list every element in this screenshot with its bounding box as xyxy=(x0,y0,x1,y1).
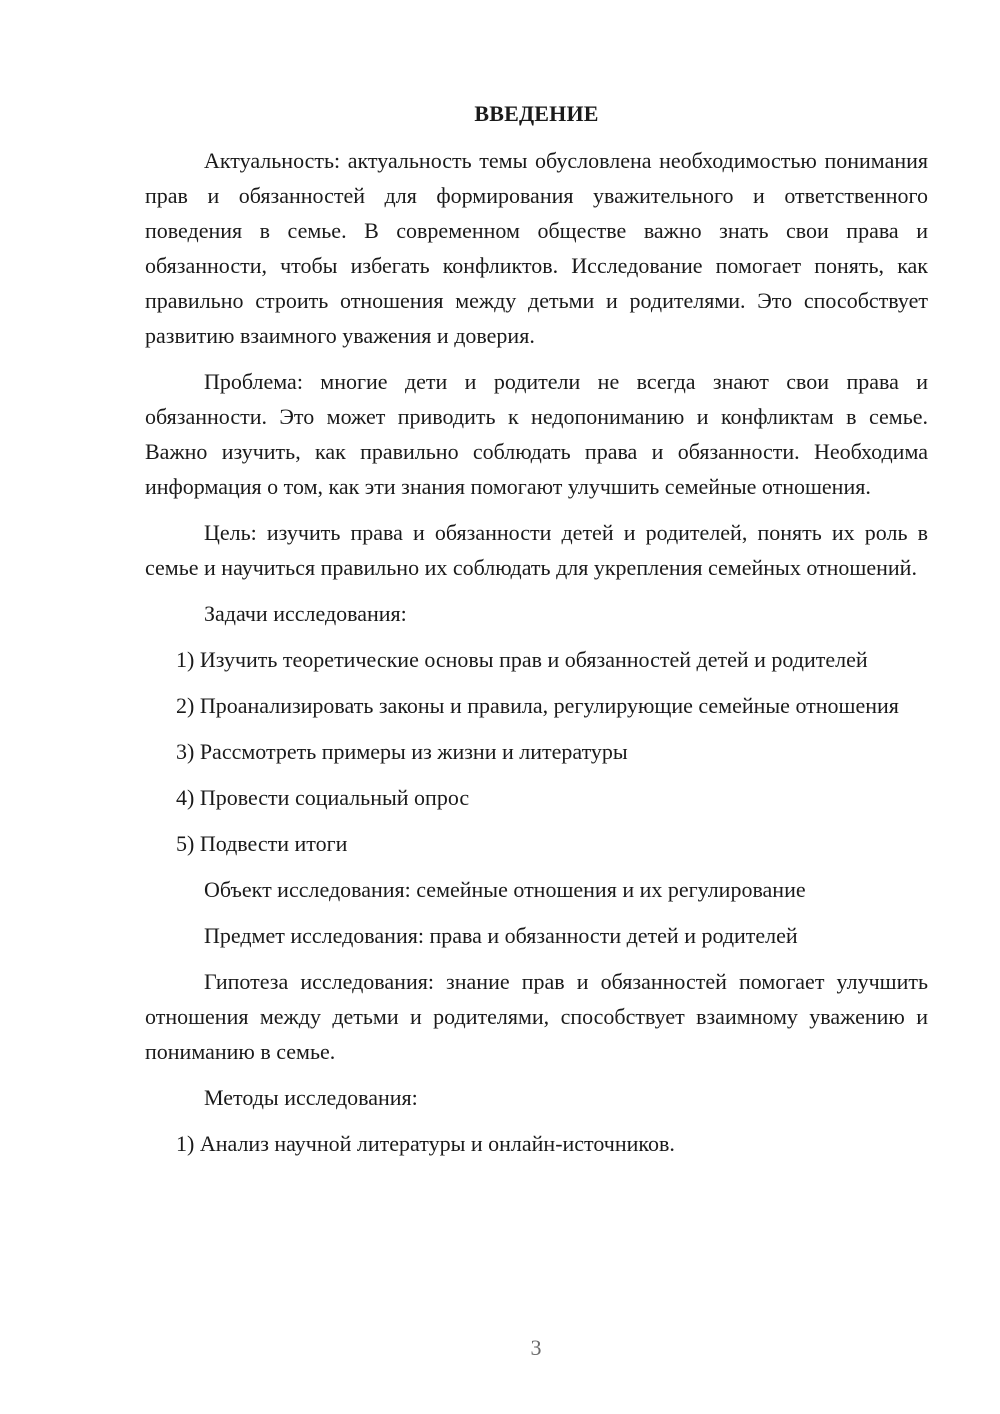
task-item-3: 3) Рассмотреть примеры из жизни и литературы xyxy=(176,739,628,764)
subject-paragraph: Предмет исследования: права и обязанности детей и родителей xyxy=(204,923,798,948)
problem-paragraph: Проблема: многие дети и родители не всегда знают свои права и обязанности. Это может приводить к недопониманию и конфликтам в семье. Важно изучить, как правильно соблюдать права и обязанности. Необходима информация о том, как эти знания помогают улучшить семейные отношения. xyxy=(145,369,928,499)
relevance-paragraph: Актуальность: актуальность темы обусловлена необходимостью понимания прав и обязанностей для формирования уважительного и ответственного поведения в семье. В современном обществе важно знать свои права и обязанности, чтобы избегать конфликтов. Исследование помогает понять, как правильно строить отношения между детьми и родителями. Это способствует развитию взаимного уважения и доверия. xyxy=(145,148,928,348)
goal-paragraph: Цель: изучить права и обязанности детей и родителей, понять их роль в семье и научиться правильно их соблюдать для укрепления семейных отношений. xyxy=(145,520,928,580)
hypothesis-paragraph: Гипотеза исследования: знание прав и обязанностей помогает улучшить отношения между детьми и родителями, способствует взаимному уважению и пониманию в семье. xyxy=(145,969,928,1064)
page-number: 3 xyxy=(530,1335,542,1360)
method-item-1: 1) Анализ научной литературы и онлайн-источников. xyxy=(176,1131,675,1156)
task-item-5: 5) Подвести итоги xyxy=(176,831,348,856)
tasks-heading: Задачи исследования: xyxy=(204,601,407,626)
page-content xyxy=(145,96,928,1172)
section-title: ВВЕДЕНИЕ xyxy=(474,101,599,126)
object-paragraph: Объект исследования: семейные отношения и их регулирование xyxy=(204,877,806,902)
task-item-4: 4) Провести социальный опрос xyxy=(176,785,470,810)
task-item-1: 1) Изучить теоретические основы прав и обязанностей детей и родителей xyxy=(176,647,868,672)
task-item-2: 2) Проанализировать законы и правила, регулирующие семейные отношения xyxy=(176,693,899,718)
methods-heading: Методы исследования: xyxy=(204,1085,418,1110)
